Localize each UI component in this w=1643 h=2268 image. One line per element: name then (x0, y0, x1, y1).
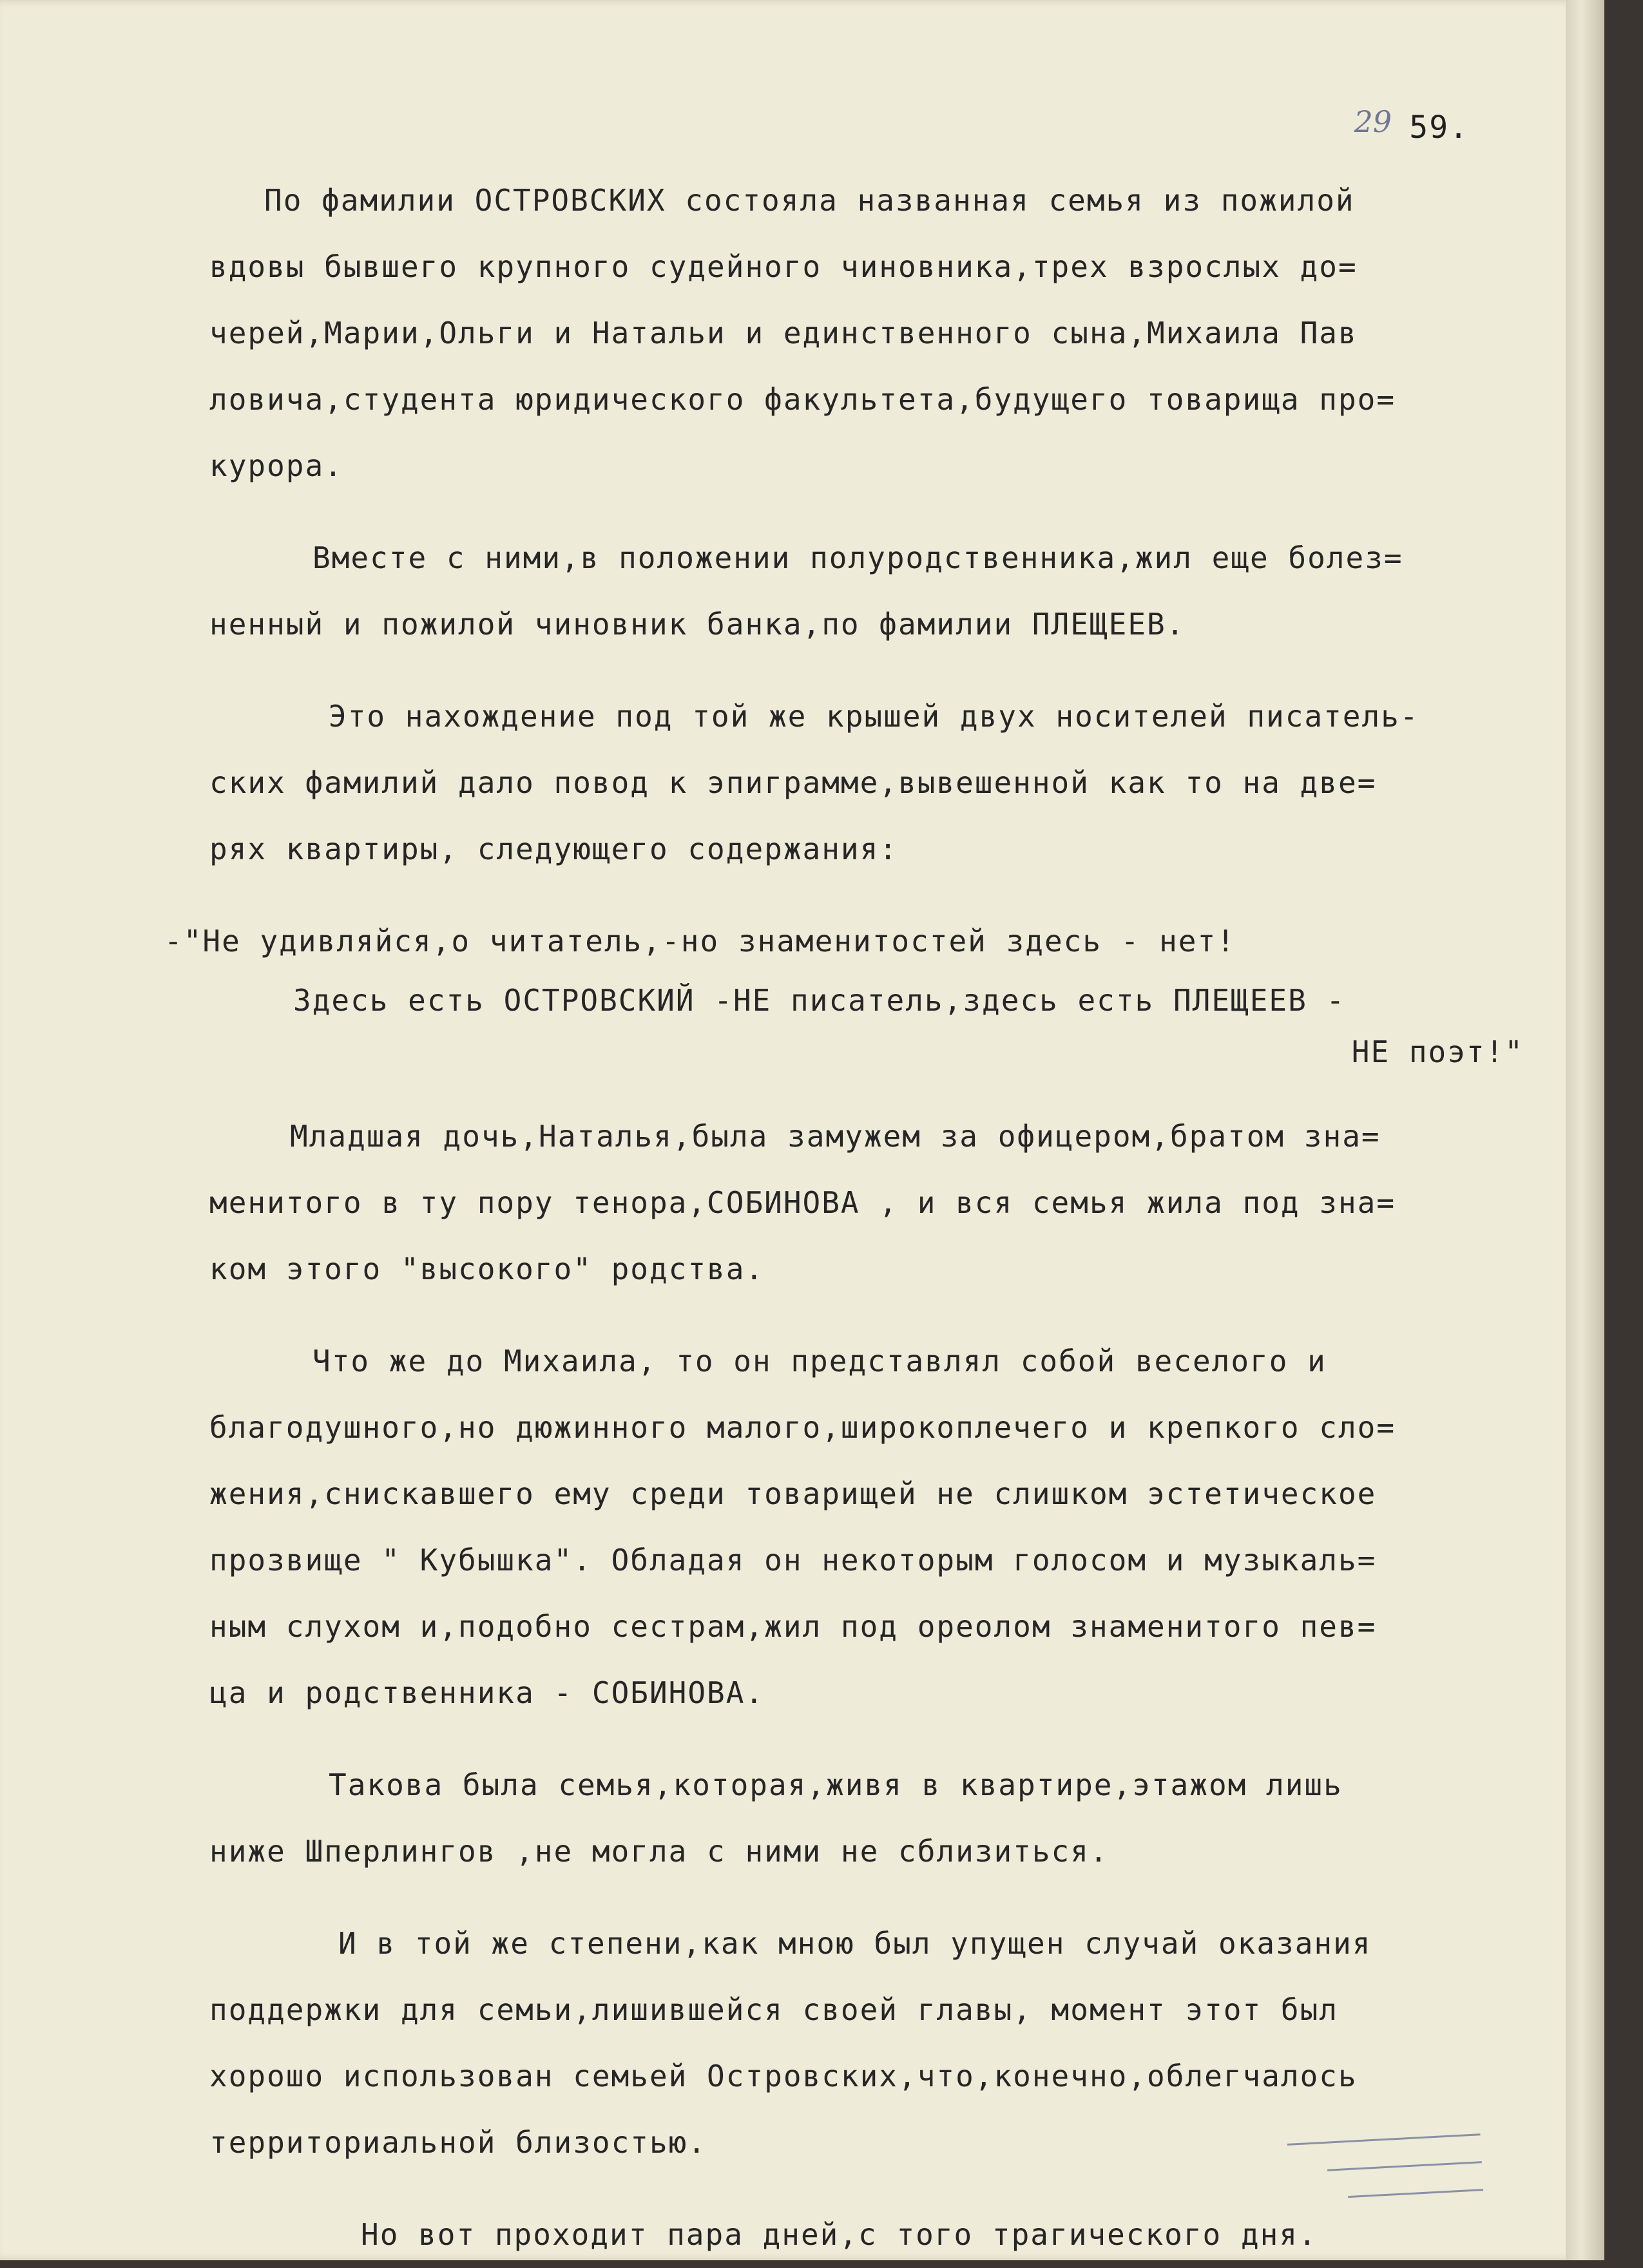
poem-line: Здесь есть ОСТРОВСКИЙ -НЕ писатель,здесь есть ПЛЕЩЕЕВ - (293, 983, 1346, 1018)
page-edge (1566, 0, 1604, 2260)
text-line: менитого в ту пору тенора,СОБИНОВА , и вся семья жила под зна= (209, 1185, 1396, 1220)
text-line: Вместе с ними,в положении полуродственника,жил еще болез= (312, 540, 1403, 575)
text-line: прозвище " Кубышка". Обладая он некоторым голосом и музыкаль= (209, 1543, 1377, 1577)
text-line: ком этого "высокого" родства. (209, 1252, 765, 1286)
text-line: благодушного,но дюжинного малого,широкоплечего и крепкого сло= (209, 1410, 1396, 1445)
text-line: территориальной близостью. (209, 2125, 707, 2160)
archive-stamp (1286, 2108, 1484, 2227)
text-line: ным слухом и,подобно сестрам,жил под ореолом знаменитого пев= (209, 1609, 1377, 1644)
text-line: ниже Шперлингов ,не могла с ними не сблизиться. (209, 1834, 1109, 1869)
text-line: Такова была семья,которая,живя в квартире,этажом лишь (329, 1768, 1343, 1802)
text-line: рях квартиры, следующего содержания: (209, 832, 898, 866)
text-line: вдовы бывшего крупного судейного чиновника,трех взрослых до= (209, 249, 1358, 284)
text-line: черей,Марии,Ольги и Натальи и единственного сына,Михаила Пав (209, 316, 1358, 350)
text-line: По фамилии ОСТРОВСКИХ состояла названная семья из пожилой (264, 183, 1355, 218)
body-text (164, 167, 1543, 2268)
text-line: ских фамилий дало повод к эпиграмме,вывешенной как то на две= (209, 765, 1377, 800)
text-line: хорошо использован семьей Островских,что,конечно,облегчалось (209, 2059, 1358, 2093)
poem-line: НЕ поэт!" (1351, 1034, 1524, 1069)
archive-page-number: 29 (1354, 104, 1392, 139)
text-line: Что же до Михаила, то он представлял собой веселого и (312, 1344, 1327, 1378)
text-line: ловича,студента юридического факультета,будущего товарища про= (209, 382, 1396, 417)
text-line: Младшая дочь,Наталья,была замужем за офицером,братом зна= (290, 1119, 1381, 1154)
text-line: ненный и пожилой чиновник банка,по фамилии ПЛЕЩЕЕВ. (209, 607, 1186, 642)
poem-line: -"Не удивляйся,о читатель,-но знаменитостей здесь - нет! (164, 924, 1236, 958)
text-line: жения,снискавшего ему среди товарищей не слишком эстетическое (209, 1476, 1377, 1511)
text-line: Это нахождение под той же крышей двух носителей писатель- (329, 699, 1419, 734)
text-line: ца и родственника - СОБИНОВА. (209, 1675, 765, 1710)
text-line: И в той же степени,как мною был упущен случай оказания (338, 1926, 1372, 1961)
text-line: поддержки для семьи,лишившейся своей главы, момент этот был (209, 1992, 1338, 2027)
text-line: курора. (209, 448, 343, 483)
page-number: 59. (1409, 110, 1469, 146)
text-line: Но вот проходит пара дней,с того трагического дня. (361, 2217, 1318, 2252)
